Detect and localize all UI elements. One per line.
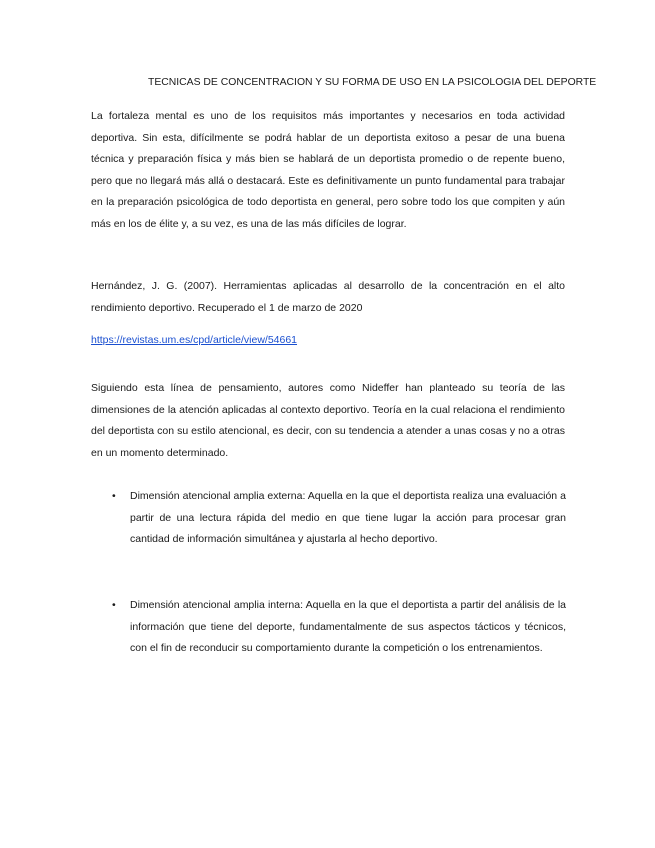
bullet-text-internal: Dimensión atencional amplia interna: Aquella en la que el deportista a partir del análisis de la información que tiene del deporte, fundamentalmente de sus aspectos tácticos y técnicos, con el fin de reconducir su comportamiento durante la competición o los entrenamientos. xyxy=(130,599,566,655)
paragraph-nideffer-theory: Siguiendo esta línea de pensamiento, autores como Nideffer han planteado su teoría de las dimensiones de la atención aplicadas al contexto deportivo. Teoría en la cual relaciona el rendimiento del deportista con su estilo atencional, es decir, con su tendencia a atender a unas cosas y no a otras en un momento determinado. xyxy=(91,382,565,459)
paragraph-mental-strength: La fortaleza mental es uno de los requisitos más importantes y necesarios en toda actividad deportiva. Sin esta, difícilmente se podrá hablar de un deportista exitoso a pesar de una buena técnica y preparación física y más bien se hablará de un deportista promedio o de repente bueno, pero que no llegará más allá o destacará. Este es definitivamente un punto fundamental para trabajar en la preparación psicológica de todo deportista en general, pero sobre todo los que compiten y aún más en los de élite y, a su vez, es una de las más difíciles de lograr. xyxy=(91,110,565,230)
bullet-icon: • xyxy=(112,490,116,502)
bullet-text-external: Dimensión atencional amplia externa: Aquella en la que el deportista realiza una evaluación a partir de una lectura rápida del medio en que tiene lugar la acción para procesar gran cantidad de información simultánea y ajustarla al hecho deportivo. xyxy=(130,490,566,546)
bullet-icon: • xyxy=(112,599,116,611)
reference-citation: Hernández, J. G. (2007). Herramientas aplicadas al desarrollo de la concentración en el alto rendimiento deportivo. Recuperado el 1 de marzo de 2020 xyxy=(91,280,565,314)
document-title: TECNICAS DE CONCENTRACION Y SU FORMA DE USO EN LA PSICOLOGIA DEL DEPORTE xyxy=(148,77,597,88)
reference-link[interactable]: https://revistas.um.es/cpd/article/view/54661 xyxy=(91,334,298,346)
